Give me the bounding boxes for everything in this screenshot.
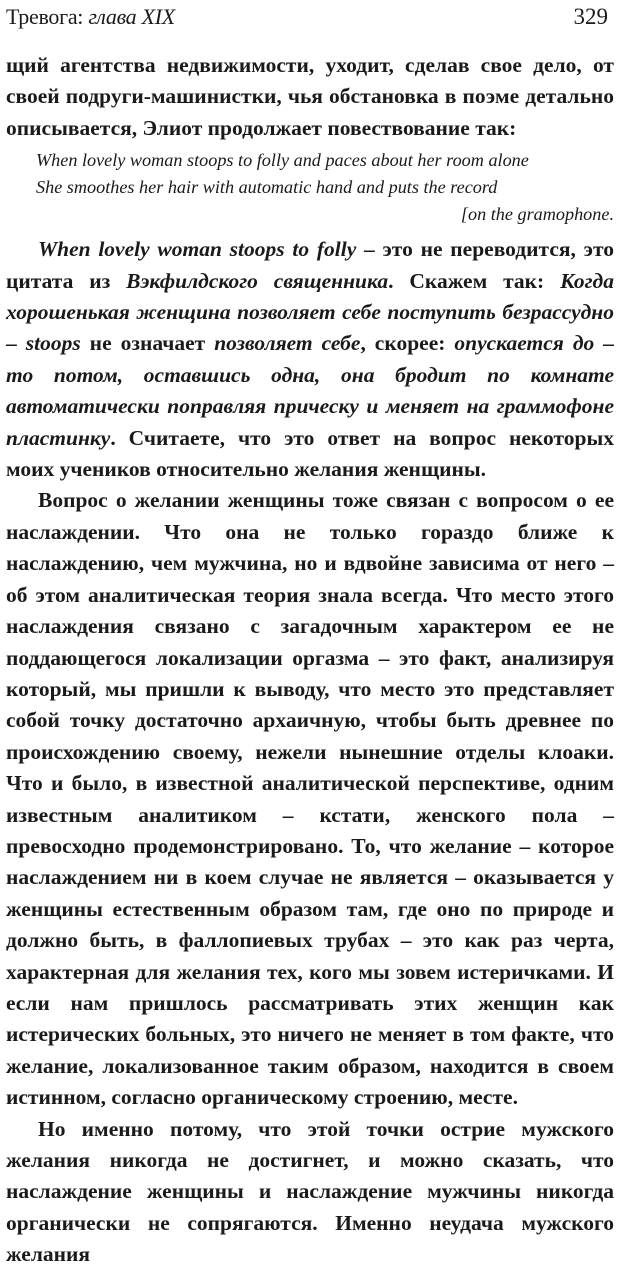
- paragraph-1: щий агентства недвижимости, уходит, сделав свое дело, от своей подруги-машинистки, чья обстановка в поэме детально описывается, Элиот продолжает повествование так:: [6, 53, 614, 140]
- page-number: 329: [573, 4, 608, 29]
- chapter-title: [6, 2, 175, 32]
- p2-text-6: . Считаете, что это ответ на вопрос некоторых моих учеников относительно желания женщины.: [6, 425, 614, 482]
- p2-text-5: , скорее:: [360, 331, 455, 356]
- p2-translation-1: Когда хорошенькая женщина позволяет себе поступить безрассудно: [6, 268, 614, 325]
- paragraph-2: [6, 234, 614, 485]
- chapter-title-main: Тревога:: [6, 4, 84, 29]
- paragraph-3: Вопрос о желании женщины тоже связан с вопросом о ее наслаждении. Что она не только гораздо ближе к наслаждению, чем мужчина, но и вдвойне зависима от него – об этом аналитическая теория знала всегда. Что место этого наслаждения связано с загадочным характером ее не поддающегося локализации оргазма – это факт, анализируя который, мы пришли к выводу, что место это представляет собой точку достаточно архаичную, чтобы быть древнее по происхождению своему, нежели нынешние отделы клоаки. Что и было, в известной аналитической перспективе, одним известным аналитиком – кстати, женского пола – превосходно продемонстрировано. То, что желание – которое наслаждением ни в коем случае не является – оказывается у женщины естественным образом там, где оно по природе и должно быть, в фаллопиевых трубах – это как раз черта, характерная для желания тех, кого мы зовем истеричками. И если нам пришлось рассматривать этих женщин как истерических больных, это ничего не меняет в том факте, что желание, локализованное таким образом, находится в своем истинном, согласно органическому строению, месте.: [6, 488, 614, 1110]
- p2-text-1: – это не переводится, это цитата из: [6, 237, 615, 293]
- p2-quote-en: When lovely woman stoops to folly: [38, 237, 357, 262]
- poem-quote: [36, 147, 614, 228]
- p2-translation-3: опускается до – то потом, оставшись одна, она бродит по комнате автоматически поправляя прическу и меняет на граммофоне пластинку: [6, 331, 615, 450]
- p2-text-4: не означает: [80, 331, 215, 356]
- quote-line-3: [on the gramophone.: [460, 204, 614, 225]
- paragraph-4: Но именно потому, что этой точки острие мужского желания никогда не достигнет, и можно сказать, что наслаждение женщины и наслаждение мужчины никогда органически не сопрягаются. Именно неудача мужского желания: [6, 1116, 614, 1267]
- running-head: [6, 2, 614, 32]
- body-text: [6, 50, 614, 1271]
- p2-text-2: . Скажем так:: [388, 268, 561, 293]
- p2-word-stoops: stoops: [25, 331, 81, 356]
- chapter-title-italic: глава XIX: [88, 4, 175, 29]
- p2-translation-2: позволяет себе: [214, 331, 361, 356]
- p2-text-3: –: [6, 331, 26, 356]
- quote-line-1: When lovely woman stoops to folly and paces about her room alone: [36, 150, 529, 171]
- p2-book-title: Вэкфилдского священника: [126, 268, 389, 293]
- quote-line-2: She smoothes her hair with automatic hand and puts the record: [36, 177, 498, 198]
